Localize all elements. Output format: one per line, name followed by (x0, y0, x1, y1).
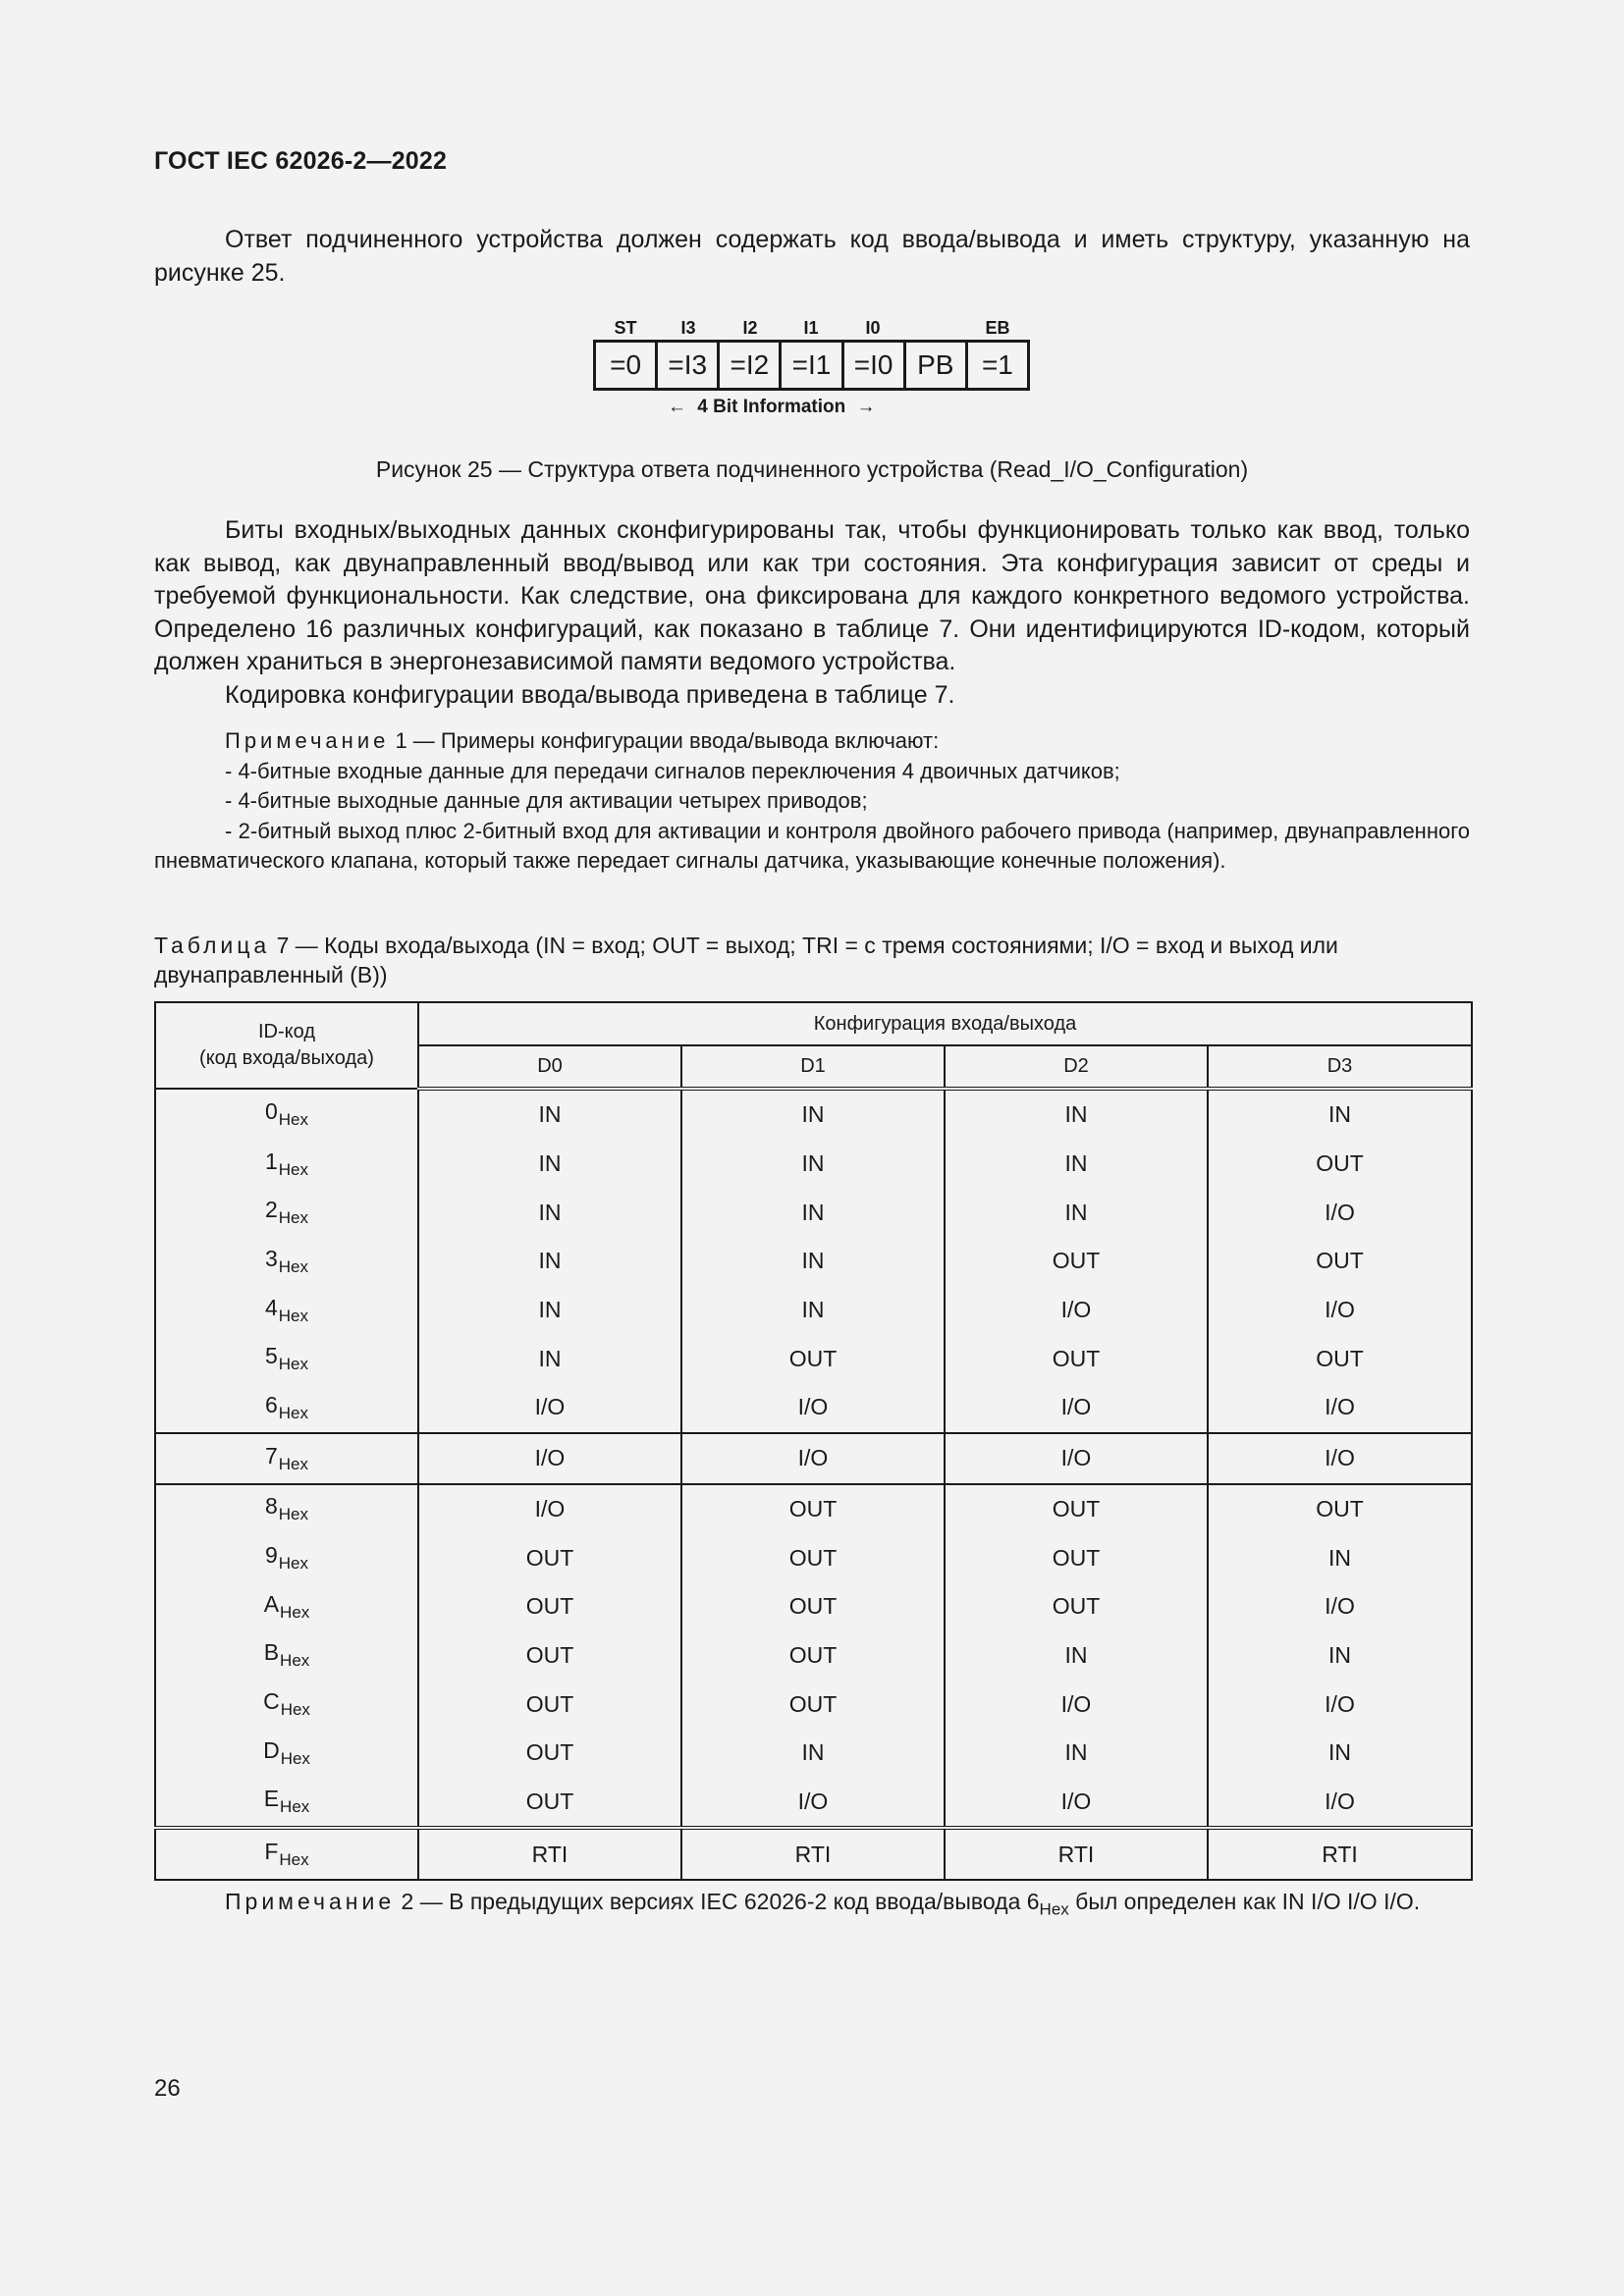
config-cell-d3: OUT (1208, 1484, 1472, 1534)
id-code-cell (155, 1433, 418, 1484)
config-cell-d2: IN (945, 1089, 1208, 1140)
config-cell-d3: I/O (1208, 1680, 1472, 1729)
config-cell-d1: OUT (681, 1582, 945, 1631)
id-code-cell (155, 1188, 418, 1237)
body-paragraph-2: Кодировка конфигурации ввода/вывода приведена в таблице 7. (225, 681, 955, 709)
config-cell-d0: IN (418, 1286, 681, 1335)
id-code-hex-sub: Hex (278, 1554, 309, 1574)
column-header-d2: D2 (945, 1045, 1208, 1089)
note-1-heading-text: 1 — Примеры конфигурации ввода/вывода включают: (389, 728, 940, 753)
table-label: Таблица (154, 933, 271, 958)
config-cell-d1: OUT (681, 1334, 945, 1383)
frame-cell-eb: =1 (981, 349, 1013, 380)
bit-information-arrow (668, 397, 876, 418)
config-cell-d3: IN (1208, 1729, 1472, 1778)
id-code-hex-sub: Hex (278, 1208, 309, 1228)
table-caption-text: 7 — Коды входа/выхода (IN = вход; OUT = выход; TRI = с тремя состояниями; I/O = вход и выход или двунаправленный (B)) (154, 933, 1338, 988)
id-code-value: 9 (264, 1542, 278, 1569)
config-cell-d1: OUT (681, 1533, 945, 1582)
intro-paragraph: Ответ подчиненного устройства должен содержать код ввода/вывода и иметь структуру, указанную на рисунке 25. (154, 226, 1470, 287)
figure-caption: Рисунок 25 — Структура ответа подчиненного устройства (Read_I/O_Configuration) (375, 456, 1249, 482)
table-row (155, 1582, 1472, 1631)
id-code-hex-sub: Hex (278, 1110, 309, 1130)
id-code-value: 2 (264, 1197, 278, 1223)
id-code-cell (155, 1140, 418, 1189)
config-cell-d1: I/O (681, 1433, 945, 1484)
arrow-label: 4 Bit Information (697, 397, 846, 417)
note-2-code-value: 6 (1026, 1889, 1040, 1914)
frame-cell-i1: =I1 (782, 343, 843, 388)
id-code-value: 6 (264, 1391, 278, 1417)
frame-cell-st: =0 (596, 343, 658, 388)
config-cell-d1: OUT (681, 1484, 945, 1534)
config-cell-d3: I/O (1208, 1286, 1472, 1335)
config-cell-d3: OUT (1208, 1140, 1472, 1189)
id-code-cell (155, 1828, 418, 1880)
config-cell-d1: OUT (681, 1680, 945, 1729)
id-code-hex-sub: Hex (278, 1403, 309, 1422)
note-2 (154, 1887, 1470, 1925)
note-2-code-sub: Hex (1039, 1899, 1069, 1919)
note-2-code (1026, 1889, 1069, 1919)
id-code-hex-sub: Hex (279, 1850, 309, 1870)
config-cell-d0: OUT (418, 1680, 681, 1729)
id-code-cell (155, 1334, 418, 1383)
config-cell-d0: RTI (418, 1828, 681, 1880)
id-code-value: 1 (264, 1148, 278, 1174)
id-code-cell (155, 1286, 418, 1335)
id-code-hex-sub: Hex (280, 1748, 310, 1768)
id-code-hex-sub: Hex (280, 1797, 310, 1817)
frame-cell-i2: =I2 (720, 343, 782, 388)
config-cell-d1: I/O (681, 1778, 945, 1829)
id-code-value: A (263, 1590, 280, 1617)
config-cell-d2: I/O (945, 1286, 1208, 1335)
id-code-value: B (263, 1639, 280, 1666)
id-code-value: C (263, 1688, 280, 1715)
note-1-item: - 4-битные выходные данные для активации четырех приводов; (225, 788, 868, 813)
note-label: Примечание (225, 728, 390, 753)
id-code-hex-sub: Hex (278, 1159, 309, 1179)
config-cell-d2: IN (945, 1729, 1208, 1778)
id-code-value: 0 (264, 1098, 278, 1125)
config-cell-d3: I/O (1208, 1582, 1472, 1631)
config-cell-d1: IN (681, 1140, 945, 1189)
config-cell-d2: I/O (945, 1383, 1208, 1433)
table-row (155, 1533, 1472, 1582)
column-header-d1: D1 (681, 1045, 945, 1089)
note-label: Примечание (225, 1889, 396, 1914)
config-cell-d2: I/O (945, 1680, 1208, 1729)
id-code-cell (155, 1582, 418, 1631)
config-cell-d2: RTI (945, 1828, 1208, 1880)
config-cell-d0: OUT (418, 1631, 681, 1681)
config-cell-d1: I/O (681, 1383, 945, 1433)
column-header-d0: D0 (418, 1045, 681, 1089)
table-row (155, 1828, 1472, 1880)
table-row (155, 1237, 1472, 1286)
page-number: 26 (154, 2075, 181, 2102)
config-cell-d0: OUT (418, 1778, 681, 1829)
id-code-cell (155, 1680, 418, 1729)
config-cell-d1: IN (681, 1237, 945, 1286)
config-cell-d0: I/O (418, 1383, 681, 1433)
config-cell-d3: IN (1208, 1533, 1472, 1582)
config-cell-d0: IN (418, 1089, 681, 1140)
id-code-cell (155, 1089, 418, 1140)
config-cell-d0: IN (418, 1140, 681, 1189)
table-row (155, 1631, 1472, 1681)
id-code-value: 3 (264, 1245, 278, 1271)
config-cell-d0: IN (418, 1188, 681, 1237)
table-row (155, 1729, 1472, 1778)
id-code-hex-sub: Hex (280, 1700, 310, 1720)
id-code-hex-sub: Hex (278, 1306, 309, 1325)
id-code-cell (155, 1631, 418, 1681)
id-code-cell (155, 1484, 418, 1534)
response-frame (593, 340, 1030, 391)
id-code-value: 7 (264, 1442, 278, 1468)
config-cell-d0: I/O (418, 1433, 681, 1484)
config-cell-d2: OUT (945, 1582, 1208, 1631)
config-cell-d0: OUT (418, 1533, 681, 1582)
id-code-value: F (264, 1839, 279, 1865)
config-cell-d0: I/O (418, 1484, 681, 1534)
table-row (155, 1334, 1472, 1383)
config-cell-d2: IN (945, 1140, 1208, 1189)
config-cell-d3: RTI (1208, 1828, 1472, 1880)
bit-label: I1 (803, 318, 819, 338)
config-cell-d3: I/O (1208, 1433, 1472, 1484)
config-cell-d0: IN (418, 1237, 681, 1286)
config-cell-d0: OUT (418, 1729, 681, 1778)
bit-label: I3 (680, 318, 696, 338)
id-code-value: D (263, 1736, 280, 1763)
config-cell-d0: IN (418, 1334, 681, 1383)
config-cell-d2: IN (945, 1631, 1208, 1681)
note-2-text-after: был определен как IN I/O I/O I/O. (1068, 1889, 1421, 1914)
config-cell-d2: OUT (945, 1334, 1208, 1383)
arrow-left-icon: ← (668, 397, 686, 417)
table-row (155, 1680, 1472, 1729)
config-cell-d1: IN (681, 1188, 945, 1237)
id-code-value: 8 (264, 1493, 278, 1520)
config-cell-d3: I/O (1208, 1188, 1472, 1237)
frame-cell-i3: =I3 (658, 343, 720, 388)
table-row (155, 1383, 1472, 1433)
config-cell-d3: OUT (1208, 1237, 1472, 1286)
id-code-cell (155, 1533, 418, 1582)
config-cell-d2: OUT (945, 1237, 1208, 1286)
config-cell-d1: IN (681, 1729, 945, 1778)
id-code-cell (155, 1729, 418, 1778)
io-codes-table (154, 1001, 1473, 1881)
config-header: Конфигурация входа/выхода (418, 1002, 1472, 1045)
note-1-heading (154, 726, 1470, 757)
body-paragraph: Биты входных/выходных данных сконфигурированы так, чтобы функционировать только как ввод, только как вывод, как двунаправленный ввод/вывод или как три состояния. Эта конфигурация зависит от среды и требуемой функциональности. Как следствие, она фиксирована для каждого конкретного ведомого устройства. Определено 16 различных конфигураций, как показано в таблице 7. Они идентифицируются ID-кодом, который должен храниться в энергонезависимой памяти ведомого устройства. (154, 516, 1470, 676)
bit-label: EB (985, 318, 1010, 338)
note-1-item: - 4-битные входные данные для передачи сигналов переключения 4 двоичных датчиков; (225, 758, 1120, 783)
arrow-right-icon: → (856, 397, 876, 417)
id-code-hex-sub: Hex (278, 1505, 309, 1524)
id-code-hex-sub: Hex (278, 1256, 309, 1276)
config-cell-d3: I/O (1208, 1778, 1472, 1829)
id-code-hex-sub: Hex (280, 1602, 310, 1622)
table-row (155, 1286, 1472, 1335)
id-code-value: 5 (264, 1343, 278, 1369)
config-cell-d2: I/O (945, 1778, 1208, 1829)
config-cell-d3: I/O (1208, 1383, 1472, 1433)
id-code-value: E (263, 1786, 280, 1812)
table-row (155, 1484, 1472, 1534)
table-row (155, 1433, 1472, 1484)
config-cell-d2: IN (945, 1188, 1208, 1237)
id-code-cell (155, 1237, 418, 1286)
column-header-d3: D3 (1208, 1045, 1472, 1089)
document-header: ГОСТ IEC 62026-2—2022 (154, 147, 448, 175)
bit-label: I0 (865, 318, 881, 338)
id-code-cell (155, 1778, 418, 1829)
config-cell-d0: OUT (418, 1582, 681, 1631)
table-row (155, 1778, 1472, 1829)
frame-cell-i0: =I0 (844, 343, 906, 388)
id-code-value: 4 (264, 1294, 278, 1320)
config-cell-d3: OUT (1208, 1334, 1472, 1383)
frame-cell-pb: PB (906, 343, 968, 388)
id-code-hex-sub: Hex (280, 1651, 310, 1671)
note-2-text-before: 2 — В предыдущих версиях IEC 62026-2 код ввода/вывода (395, 1889, 1027, 1914)
table-row (155, 1089, 1472, 1140)
bit-label: ST (614, 318, 637, 338)
config-cell-d1: IN (681, 1286, 945, 1335)
note-1 (154, 726, 1470, 877)
bit-label: I2 (742, 318, 758, 338)
id-code-hex-sub: Hex (278, 1454, 309, 1473)
note-1-item: - 2-битный выход плюс 2-битный вход для активации и контроля двойного рабочего привода (например, двунаправленного пневматического клапана, который также передает сигналы датчика, указывающие конечные положения). (154, 818, 1470, 873)
table-row (155, 1188, 1472, 1237)
config-cell-d2: OUT (945, 1533, 1208, 1582)
config-cell-d3: IN (1208, 1089, 1472, 1140)
config-cell-d2: I/O (945, 1433, 1208, 1484)
id-code-header: ID-код (код входа/выхода) (155, 1002, 418, 1089)
config-cell-d1: IN (681, 1089, 945, 1140)
id-code-hex-sub: Hex (278, 1355, 309, 1374)
table-row (155, 1140, 1472, 1189)
config-cell-d1: RTI (681, 1828, 945, 1880)
id-code-cell (155, 1383, 418, 1433)
config-cell-d1: OUT (681, 1631, 945, 1681)
table-caption (154, 931, 1470, 989)
config-cell-d3: IN (1208, 1631, 1472, 1681)
config-cell-d2: OUT (945, 1484, 1208, 1534)
